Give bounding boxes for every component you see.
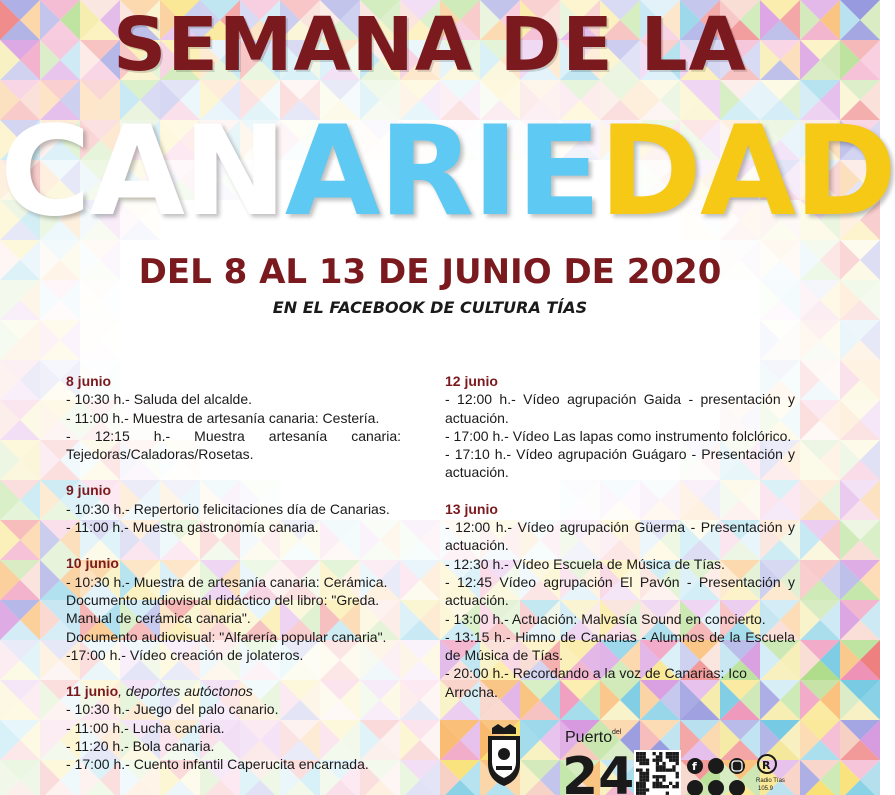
schedule-item: - 20:00 h.- Recordando a la voz de Canarias: Ico Arrocha. [445,665,747,700]
schedule-item: - 10:30 h.- Saluda del alcalde. [66,391,253,408]
title-line-1: SEMANA DE LA [113,2,747,88]
schedule-day [66,481,401,536]
schedule-item: -17:00 h.- Vídeo creación de jolateros. [66,646,304,663]
sponsor-logos [440,722,860,795]
schedule-day [445,372,795,482]
schedule-item: - 12:30 h.- Vídeo Escuela de Música de Tías. [445,555,725,572]
schedule-item: - 11:00 h.- Muestra de artesanía canaria: Cestería. [66,409,380,426]
radio-label: Radio Tías [756,778,785,784]
schedule-item: - 17:00 h.- Cuento infantil Caperucita encarnada. [66,756,369,773]
schedule-item: - 11:00 h.- Muestra gastronomía canaria. [66,519,319,536]
schedule-day [66,372,401,463]
schedule-day [66,682,401,773]
day-heading: 10 junio [66,555,119,572]
schedule-item: - 12:00 h.- Vídeo agrupación Güerma - Presentación y actuación. [445,519,795,554]
schedule-item: - 13:15 h.- Himno de Canarias - Alumnos de la Escuela de Música de Tías. [445,628,795,664]
day-heading: 8 junio [66,373,112,389]
day-heading: 9 junio [66,482,112,499]
schedule-item: - 12:15 h.- Muestra artesanía canaria: Tejedoras/Caladoras/Rosetas. [66,427,401,463]
svg-text:R: R [762,759,771,772]
schedule-left-column [66,372,401,792]
day-note: , deportes autóctonos [118,683,253,700]
qr-code-icon [634,750,681,795]
schedule-item: - 10:30 h.- Muestra de artesanía canaria: Cerámica. [66,573,388,590]
title-line-2 [0,100,895,244]
day-heading [66,682,401,700]
schedule-item: Documento audiovisual didáctico del libro: "Greda. Manual de cerámica canaria". [66,591,380,627]
day-heading: 12 junio [445,373,498,389]
youtube-icon [687,780,703,795]
schedule-item: - 11:00 h.- Lucha canaria. [66,719,225,736]
schedule-item: - 10:30 h.- Repertorio felicitaciones día de Canarias. [66,500,390,517]
puerto-24-logo [562,729,634,795]
radio-tias-logo [756,755,785,792]
twitter-icon [708,758,724,774]
event-dates: DEL 8 AL 13 DE JUNIO DE 2020 [138,252,722,292]
svg-text:f: f [692,760,697,773]
facebook-subtitle: EN EL FACEBOOK DE CULTURA TÍAS [272,298,588,317]
logo-sup: del [612,729,622,736]
schedule-item: - 17:10 h.- Vídeo agrupación Guágaro - Presentación y actuación. [445,446,795,481]
schedule-day [66,554,401,664]
schedule-item: - 17:00 h.- Vídeo Las lapas como instrumento folclórico. [445,427,792,444]
day-heading-label: 11 junio [66,683,119,700]
title-part-dad: DAD [599,100,895,244]
schedule-item: - 13:00 h.- Actuación: Malvasía Sound en concierto. [445,610,766,627]
schedule-item: - 10:30 h.- Juego del palo canario. [66,701,279,718]
schedule-item: Documento audiovisual: "Alfarería popular canaria". [66,628,387,645]
linkedin-icon [708,780,724,795]
day-heading: 13 junio [445,500,498,517]
schedule-item: - 11:20 h.- Bola canaria. [66,738,215,755]
logo-number: 24 [562,747,635,795]
title-part-arie: ARIE [284,100,600,244]
schedule-day [445,500,795,701]
schedule-item: - 12:45 Vídeo agrupación El Pavón - Presentación y actuación. [445,573,795,609]
schedule-right-column [445,372,795,719]
social-icons [687,758,745,795]
coat-of-arms-icon [488,724,520,786]
title-part-can: CAN [0,100,285,244]
logo-text: Puerto [565,729,613,746]
radio-frequency: 105.9 [758,786,774,792]
schedule-item: - 12:00 h.- Vídeo agrupación Gaida - presentación y actuación. [445,391,795,426]
flickr-icon [729,780,745,795]
